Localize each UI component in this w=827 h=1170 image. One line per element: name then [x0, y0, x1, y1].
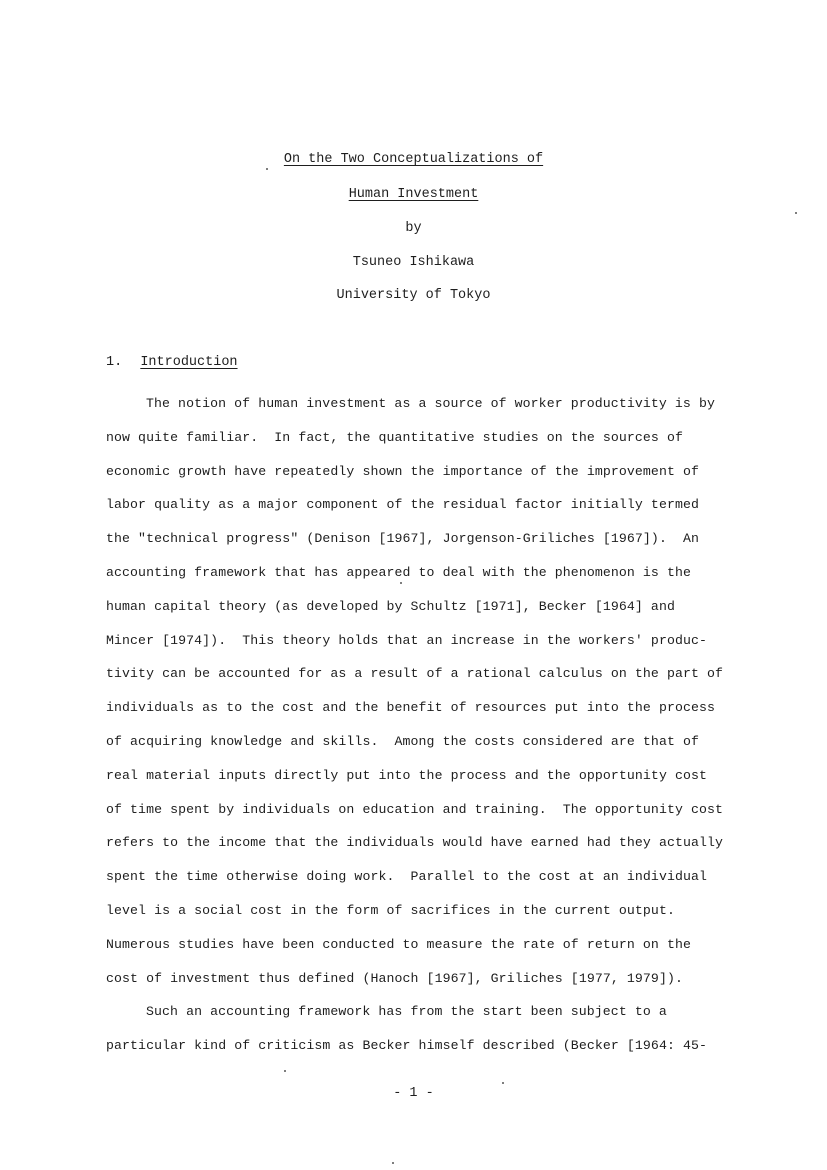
- title-line-1: [0, 152, 827, 167]
- section-title: Introduction: [140, 355, 238, 370]
- paragraph-line: real material inputs directly put into the process and the opportunity cost: [106, 767, 708, 783]
- paragraph-line: accounting framework that has appeared to deal with the phenomenon is the: [106, 564, 692, 580]
- paragraph-line: economic growth have repeatedly shown the importance of the improvement of: [106, 463, 700, 479]
- scan-speck: [284, 1070, 286, 1072]
- scan-speck: [266, 168, 268, 170]
- paragraph-line: Such an accounting framework has from the start been subject to a: [146, 1004, 667, 1020]
- paragraph-line: Numerous studies have been conducted to measure the rate of return on the: [106, 936, 692, 952]
- title-line-2: [0, 187, 827, 202]
- paragraph-line: of acquiring knowledge and skills. Among the costs considered are that of: [106, 733, 700, 749]
- paragraph-line: cost of investment thus defined (Hanoch [1967], Griliches [1977, 1979]).: [106, 970, 683, 986]
- scan-speck: [502, 1082, 504, 1084]
- section-number: 1.: [106, 355, 123, 370]
- paragraph-line: The notion of human investment as a source of worker productivity is by: [146, 396, 715, 411]
- section-heading: [106, 355, 238, 370]
- paragraph-line: human capital theory (as developed by Schultz [1971], Becker [1964] and: [106, 598, 675, 614]
- paragraph-line: now quite familiar. In fact, the quantitative studies on the sources of: [106, 429, 683, 445]
- body-text: [106, 387, 752, 1063]
- paragraph-line: spent the time otherwise doing work. Parallel to the cost at an individual: [106, 869, 708, 885]
- paragraph-line: labor quality as a major component of the residual factor initially termed: [106, 497, 700, 513]
- title-line-1-text: On the Two Conceptualizations of: [283, 152, 544, 167]
- paragraph-line: Mincer [1974]). This theory holds that an increase in the workers' produc-: [106, 632, 708, 648]
- paragraph-line: level is a social cost in the form of sacrifices in the current output.: [106, 902, 675, 918]
- paragraph-line: of time spent by individuals on education and training. The opportunity cost: [106, 801, 724, 817]
- paragraph-line: refers to the income that the individuals would have earned had they actually: [106, 835, 724, 851]
- paragraph-line: individuals as to the cost and the benefit of resources put into the process: [106, 700, 716, 716]
- author-name: Tsuneo Ishikawa: [352, 255, 475, 270]
- scan-speck: [795, 212, 797, 214]
- title-line-2-text: Human Investment: [348, 187, 479, 202]
- author-affiliation: University of Tokyo: [336, 288, 491, 303]
- scan-speck: [400, 582, 402, 584]
- paragraph-line: particular kind of criticism as Becker himself described (Becker [1964: 45-: [106, 1038, 708, 1054]
- paragraph-line: tivity can be accounted for as a result of a rational calculus on the part of: [106, 666, 724, 682]
- title-by: by: [405, 221, 422, 236]
- page-number: - 1 -: [393, 1086, 434, 1101]
- paragraph-line: the "technical progress" (Denison [1967], Jorgenson-Griliches [1967]). An: [106, 531, 700, 547]
- scan-speck: [392, 1162, 394, 1164]
